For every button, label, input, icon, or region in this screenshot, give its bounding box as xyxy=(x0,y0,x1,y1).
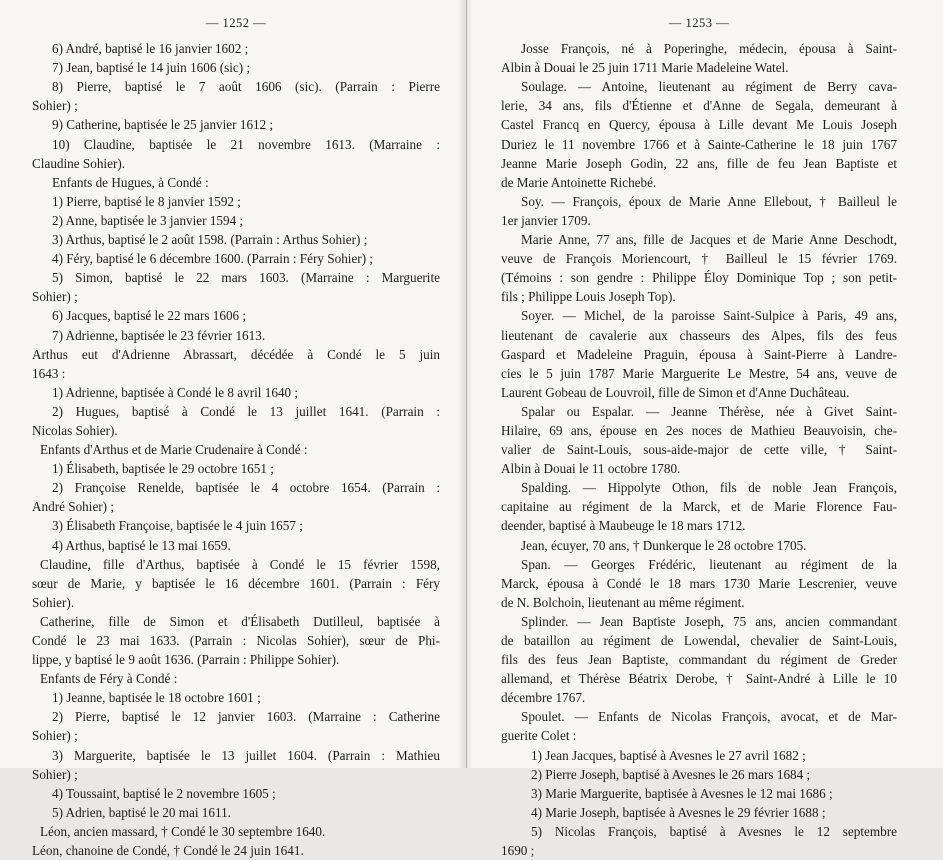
text-line: 1643 : xyxy=(32,365,66,381)
text-line: Soulage. — Antoine, lieutenant au régiment de Berry cava- xyxy=(521,79,897,95)
text-line: Duriez le 11 novembre 1766 et à Sainte-Catherine le 18 juin 1767 xyxy=(501,136,897,152)
text-line: 3) Marguerite, baptisée le 13 juillet 1604. (Parrain : Mathieu xyxy=(52,747,440,763)
text-line: lieutenant de cavalerie aux chasseurs des Alpes, fils des feus xyxy=(501,327,897,343)
text-line: Sohier) ; xyxy=(32,289,78,305)
text-line: Claudine, fille d'Arthus, baptisée à Condé le 15 février 1598, xyxy=(40,556,440,572)
text-line: 7) Jean, baptisé le 14 juin 1606 (sic) ; xyxy=(52,60,251,76)
page-number-left: — 1252 — xyxy=(205,16,267,30)
text-line: 3) Marie Marguerite, baptisée à Avesnes le 12 mai 1686 ; xyxy=(531,785,833,801)
text-line: 1) Adrienne, baptisée à Condé le 8 avril 1640 ; xyxy=(52,384,299,400)
text-line: Condé le 23 mai 1633. (Parrain : Nicolas Sohier), sœur de Phi- xyxy=(32,633,440,648)
text-line: Léon, ancien massard, † Condé le 30 septembre 1640. xyxy=(40,823,326,839)
right-page-text xyxy=(501,39,897,860)
text-line: 1690 ; xyxy=(501,843,535,859)
text-line: 6) André, baptisé le 16 janvier 1602 ; xyxy=(52,41,249,57)
text-line: lerie, 34 ans, fils d'Étienne et d'Anne de Segala, demeurant à xyxy=(501,98,897,114)
text-line: Hilaire, 69 ans, épouse en 2es noces de Mathieu Beauvoisin, che- xyxy=(501,422,897,438)
text-line: Enfants de Féry à Condé : xyxy=(40,671,178,687)
text-line: Sohier) ; xyxy=(32,98,78,114)
text-line: veuve de François Moriencourt, † Bailleul le 15 février 1769. xyxy=(501,251,897,267)
text-line: Enfants de Hugues, à Condé : xyxy=(52,174,209,190)
text-line: 1er janvier 1709. xyxy=(501,212,591,228)
text-line: 5) Simon, baptisé le 22 mars 1603. (Marraine : Marguerite xyxy=(52,270,440,286)
text-line: 1) Jean Jacques, baptisé à Avesnes le 27 avril 1682 ; xyxy=(531,747,806,763)
text-line: Marck, épousa à Condé le 18 mars 1730 Marie Lescrenier, veuve xyxy=(501,575,897,591)
page-number-right: — 1253 — xyxy=(668,16,730,30)
text-line: 3) Élisabeth Françoise, baptisée le 4 juin 1657 ; xyxy=(52,518,303,534)
text-line: Soy. — François, époux de Marie Anne Ellebout, † Bailleul le xyxy=(521,193,897,209)
text-line: Span. — Georges Frédéric, lieutenant au régiment de la xyxy=(521,556,897,572)
text-line: (Témoins : son gendre : Philippe Éloy Dominique Top ; son petit- xyxy=(501,270,897,286)
text-line: Splinder. — Jean Baptiste Joseph, 75 ans, ancien commandant xyxy=(521,613,897,629)
text-line: 4) Arthus, baptisé le 13 mai 1659. xyxy=(52,537,231,553)
text-line: Sohier). xyxy=(32,594,75,610)
text-line: Spalding. — Hippolyte Othon, fils de noble Jean François, xyxy=(521,480,897,496)
text-line: sœur de Marie, y baptisée le 16 décembre 1601. (Parrain : Féry xyxy=(32,575,440,591)
right-page xyxy=(466,0,943,859)
text-line: de N. Bolchoin, lieutenant au même régiment. xyxy=(501,594,745,610)
text-line: 1) Pierre, baptisé le 8 janvier 1592 ; xyxy=(52,193,241,209)
text-line: 4) Féry, baptisé le 6 décembre 1600. (Parrain : Féry Sohier) ; xyxy=(52,251,374,267)
text-line: Albin à Douai le 11 octobre 1780. xyxy=(501,461,681,477)
text-line: 2) Anne, baptisée le 3 janvier 1594 ; xyxy=(52,212,244,228)
text-line: 7) Adrienne, baptisée le 23 février 1613. xyxy=(52,327,266,343)
text-line: Jeanne Marie Joseph Godin, 22 ans, fille de feu Jean Baptiste et xyxy=(501,155,897,171)
text-line: 8) Pierre, baptisé le 7 août 1606 (sic). (Parrain : Pierre xyxy=(52,79,440,95)
text-line: guerite Colet : xyxy=(501,728,577,744)
text-line: Sohier) ; xyxy=(32,766,78,782)
text-line: fils ; Philippe Louis Joseph Top). xyxy=(501,289,676,305)
text-line: Spoulet. — Enfants de Nicolas François, avocat, et de Mar- xyxy=(521,709,897,725)
text-line: Spalar ou Espalar. — Jeanne Thérèse, née à Givet Saint- xyxy=(521,403,897,419)
text-line: Nicolas Sohier). xyxy=(32,422,118,438)
text-line: 10) Claudine, baptisée le 21 novembre 1613. (Marraine : xyxy=(52,136,440,152)
text-line: 2) Françoise Renelde, baptisée le 4 octobre 1654. (Parrain : xyxy=(52,480,440,496)
text-line: 1) Jeanne, baptisée le 18 octobre 1601 ; xyxy=(52,690,261,706)
left-page-text xyxy=(32,39,440,860)
text-line: 5) Nicolas François, baptisé à Avesnes le 12 septembre xyxy=(531,823,897,839)
text-line: 3) Arthus, baptisé le 2 août 1598. (Parrain : Arthus Sohier) ; xyxy=(52,232,368,248)
text-line: Sohier) ; xyxy=(32,728,78,744)
text-line: André Sohier) ; xyxy=(32,499,115,515)
text-line: cies le 5 juin 1787 Marie Marguerite Le Mestre, 54 ans, veuve de xyxy=(501,365,897,381)
text-line: 9) Catherine, baptisée le 25 janvier 1612 ; xyxy=(52,117,274,133)
text-line: allemand, et Thérèse Béatrix Derobe, † Saint-André à Lille le 10 xyxy=(501,671,897,687)
text-line: Enfants d'Arthus et de Marie Crudenaire à Condé : xyxy=(40,442,308,458)
text-line: de Marie Antoinette Richebé. xyxy=(501,174,657,190)
text-line: Gaspard et Madeleine Praguin, épousa à Saint-Pierre à Landre- xyxy=(501,346,897,362)
text-line: deender, baptisé à Maubeuge le 18 mars 1712. xyxy=(501,518,746,534)
text-line: Léon, chanoine de Condé, † Condé le 24 juin 1641. xyxy=(32,843,304,859)
text-line: Claudine Sohier). xyxy=(32,155,126,171)
text-line: 6) Jacques, baptisé le 22 mars 1606 ; xyxy=(52,308,247,324)
text-line: Catherine, fille de Simon et d'Élisabeth Dutilleul, baptisée à xyxy=(40,613,440,629)
text-line: décembre 1767. xyxy=(501,690,586,706)
text-line: 2) Pierre Joseph, baptisé à Avesnes le 26 mars 1684 ; xyxy=(531,766,811,782)
text-line: Laurent Gobeau de Louvroil, fille de Simon et d'Anne Duchâteau. xyxy=(501,384,850,400)
text-line: 2) Hugues, baptisé à Condé le 13 juillet 1641. (Parrain : xyxy=(52,403,440,419)
text-line: 4) Marie Joseph, baptisée à Avesnes le 29 février 1688 ; xyxy=(531,804,826,820)
text-line: Jean, écuyer, 70 ans, † Dunkerque le 28 octobre 1705. xyxy=(521,537,807,553)
text-line: de bataillon au régiment de Lowendal, chevalier de Saint-Louis, xyxy=(501,633,897,648)
text-line: Soyer. — Michel, de la paroisse Saint-Sulpice à Paris, 49 ans, xyxy=(521,308,897,324)
text-line: Albin à Douai le 25 juin 1711 Marie Madeleine Watel. xyxy=(501,60,789,76)
text-line: Castel Francq en Quercy, épousa à Lille devant Me Louis Joseph xyxy=(501,117,897,133)
text-line: 4) Toussaint, baptisé le 2 novembre 1605 ; xyxy=(52,785,276,801)
text-line: valier de Saint-Louis, sous-aide-major de cette ville, † Saint- xyxy=(501,442,897,458)
text-line: 1) Élisabeth, baptisée le 29 octobre 1651 ; xyxy=(52,461,274,477)
text-line: Marie Anne, 77 ans, fille de Jacques et de Marie Anne Deschodt, xyxy=(521,232,897,248)
text-line: 2) Pierre, baptisé le 12 janvier 1603. (Marraine : Catherine xyxy=(52,709,440,725)
text-line: fils des feus Jean Baptiste, commandant du régiment de Greder xyxy=(501,652,897,668)
text-line: Arthus eut d'Adrienne Abrassart, décédée à Condé le 5 juin xyxy=(32,346,440,362)
text-line: Josse François, né à Poperinghe, médecin, épousa à Saint- xyxy=(521,41,897,57)
text-line: lippe, y baptisé le 9 août 1636. (Parrain : Philippe Sohier). xyxy=(32,652,340,668)
left-page xyxy=(0,0,466,859)
text-line: 5) Adrien, baptisé le 20 mai 1611. xyxy=(52,804,231,820)
text-line: capitaine au régiment de la Marck, et de Marie Florence Fau- xyxy=(501,499,897,515)
